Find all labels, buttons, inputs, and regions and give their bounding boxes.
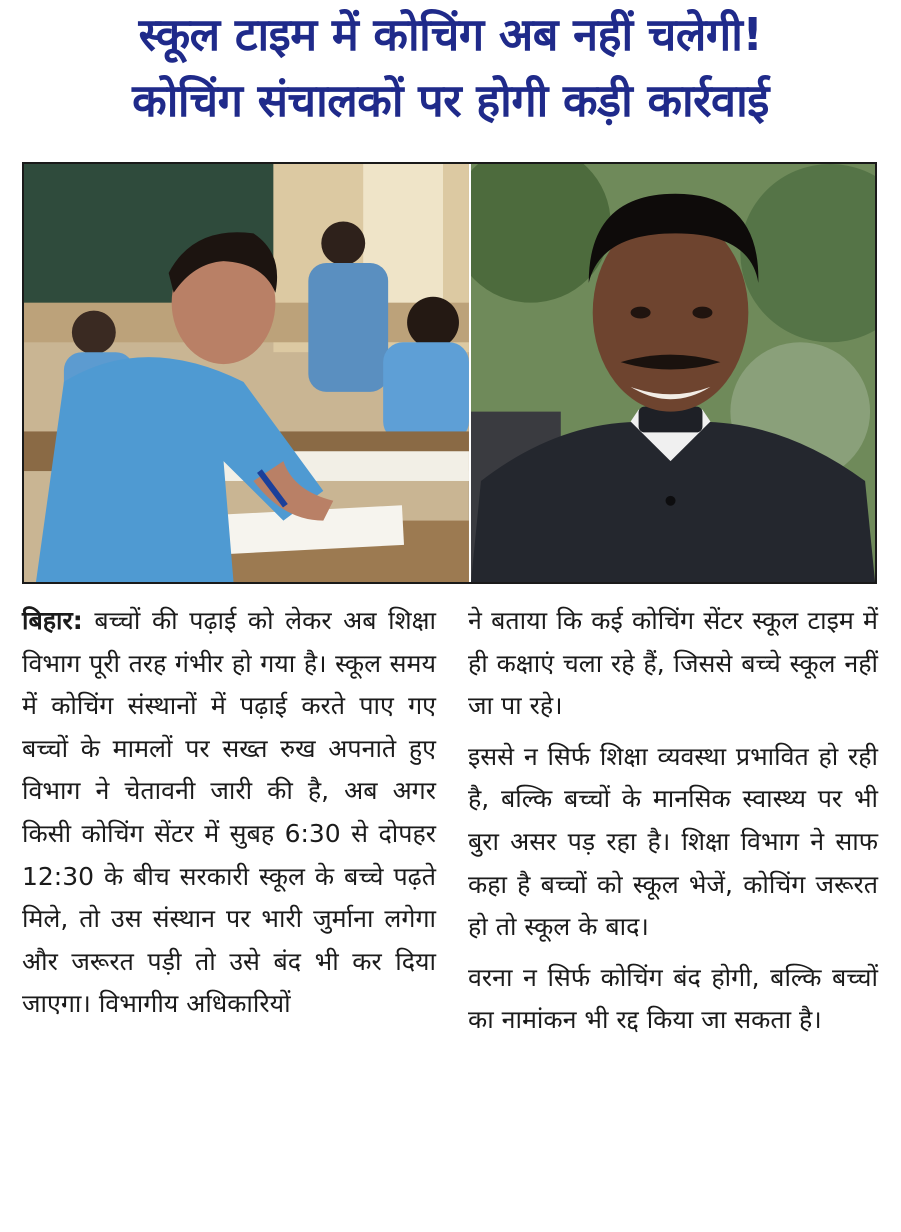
headline-line-2: कोचिंग संचालकों पर होगी कड़ी कार्रवाई xyxy=(132,74,769,127)
article-paragraph xyxy=(22,600,436,1026)
headline-line-1: स्कूल टाइम में कोचिंग अब नहीं चलेगी! xyxy=(138,8,763,61)
article-body xyxy=(22,600,878,1220)
article-paragraph: ने बताया कि कई कोचिंग सेंटर स्कूल टाइम में ही कक्षाएं चला रहे हैं, जिससे बच्चे स्कूल नहीं जा पा रहे। xyxy=(468,606,878,721)
paragraph-text: बच्चों की पढ़ाई को लेकर अब शिक्षा विभाग पूरी तरह गंभीर हो गया है। स्कूल समय में कोचिंग संस्थानों में पढ़ाई करते पाए गए बच्चों के मामलों पर सख्त रुख अपनाते हुए विभाग ने चेतावनी जारी की है, अब अगर किसी कोचिंग सेंटर में सुबह 6:30 से दोपहर 12:30 के बीच सरकारी स्कूल के बच्चे पढ़ते मिले, तो उस संस्थान पर भारी जुर्माना लगेगा और जरूरत पड़ी तो उसे बंद भी कर दिया जाएगा। विभागीय अधिकारियों xyxy=(22,606,436,1019)
official-portrait-illustration xyxy=(471,164,875,582)
students-classroom-photo xyxy=(24,164,469,582)
headline xyxy=(0,2,901,134)
students-classroom-illustration xyxy=(24,164,469,582)
article-paragraph: वरना न सिर्फ कोचिंग बंद होगी, बल्कि बच्चों का नामांकन भी रद्द किया जा सकता है। xyxy=(468,962,878,1035)
article-paragraph: इससे न सिर्फ शिक्षा व्यवस्था प्रभावित हो रही है, बल्कि बच्चों के मानसिक स्वास्थ्य पर भी बुरा असर पड़ रहा है। शिक्षा विभाग ने साफ कहा है बच्चों को स्कूल भेजें, कोचिंग जरूरत हो तो स्कूल के बाद। xyxy=(468,741,878,942)
article-column-right xyxy=(468,600,878,1220)
article-column-left xyxy=(22,600,436,1220)
official-portrait-photo xyxy=(469,164,875,582)
photo-strip xyxy=(22,162,877,584)
dateline: बिहार: xyxy=(22,606,83,635)
